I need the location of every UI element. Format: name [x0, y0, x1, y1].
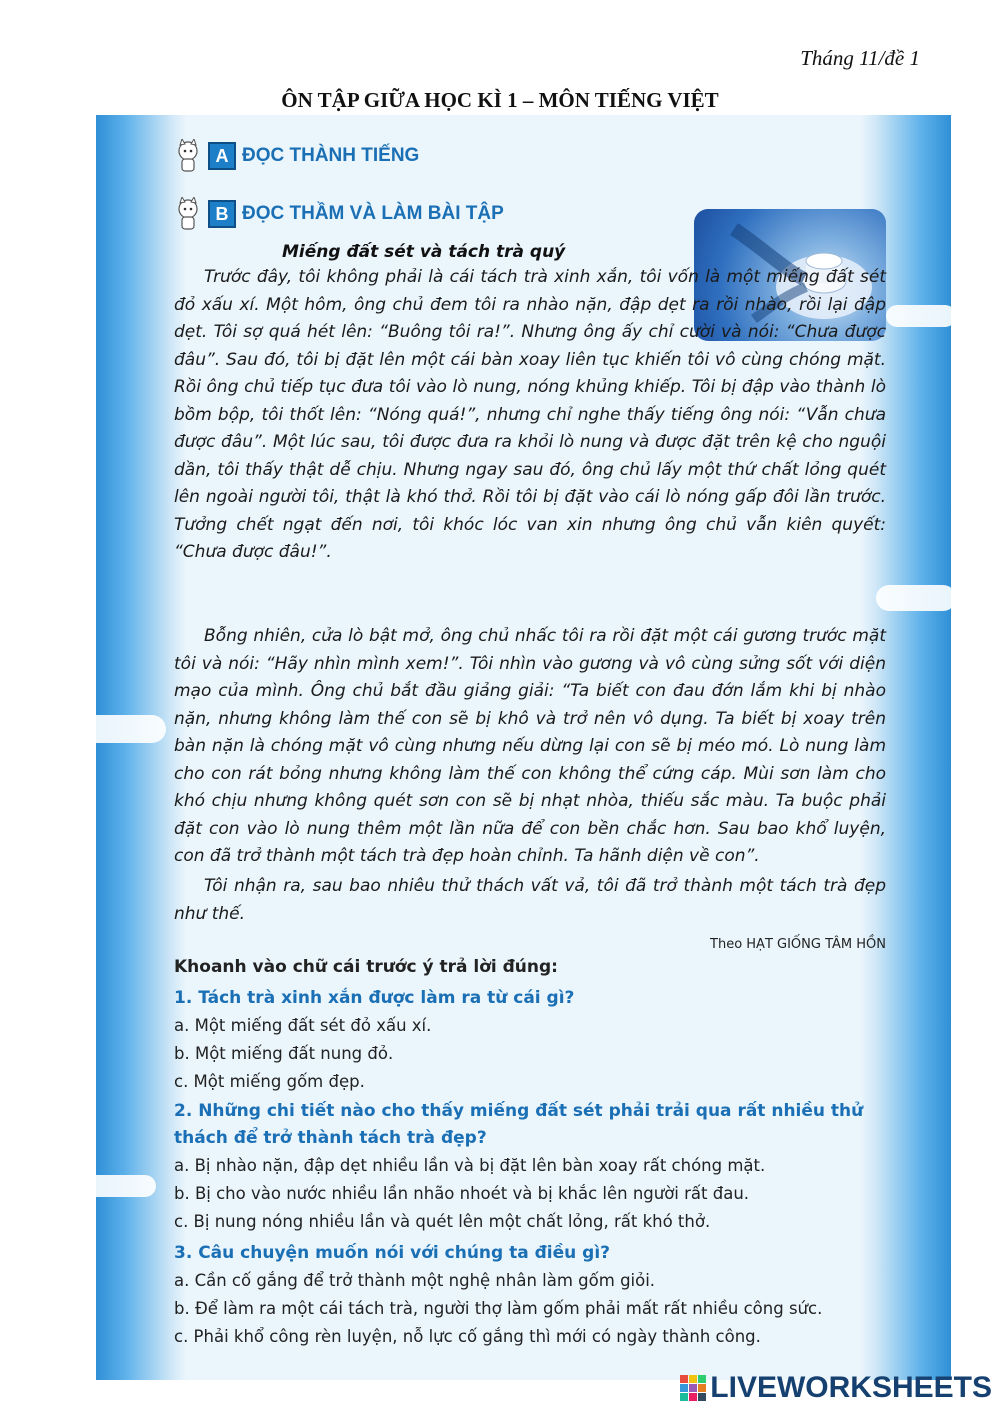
- question-1: 1. Tách trà xinh xắn được làm ra từ cái gì?: [174, 988, 575, 1008]
- option-2a[interactable]: a. Bị nhào nặn, đập dẹt nhiều lần và bị đặt lên bàn xoay rất chóng mặt.: [174, 1156, 766, 1175]
- story-title: Miếng đất sét và tách trà quý: [282, 242, 566, 262]
- cloud-decoration: [96, 1175, 156, 1197]
- story-paragraph: Tôi nhận ra, sau bao nhiêu thử thách vất vả, tôi đã trở thành một tách trà đẹp như thế.: [174, 876, 886, 924]
- option-1a[interactable]: a. Một miếng đất sét đỏ xấu xí.: [174, 1016, 432, 1035]
- cloud-decoration: [886, 305, 951, 327]
- option-2c[interactable]: c. Bị nung nóng nhiều lần và quét lên một chất lỏng, rất khó thở.: [174, 1212, 711, 1231]
- option-2b[interactable]: b. Bị cho vào nước nhiều lần nhão nhoét và bị khắc lên người rất đau.: [174, 1184, 750, 1203]
- question-3: 3. Câu chuyện muốn nói với chúng ta điều gì?: [174, 1243, 611, 1263]
- section-a-heading: [174, 139, 419, 173]
- liveworksheets-logo-icon: [680, 1375, 706, 1401]
- option-3a[interactable]: a. Cần cố gắng để trở thành một nghệ nhân làm gốm giỏi.: [174, 1271, 656, 1290]
- page-title: ÔN TẬP GIỮA HỌC KÌ 1 – MÔN TIẾNG VIỆT: [281, 88, 719, 112]
- question-2: 2. Những chi tiết nào cho thấy miếng đất sét phải trải qua rất nhiều thử thách để trở thành tách trà đẹp?: [174, 1101, 864, 1148]
- option-1c[interactable]: c. Một miếng gốm đẹp.: [174, 1072, 365, 1091]
- worksheet-page: [96, 115, 951, 1380]
- cat-mascot-icon: [174, 139, 202, 173]
- section-letter: B: [208, 200, 236, 228]
- section-title: ĐỌC THÀNH TIẾNG: [242, 145, 420, 166]
- story-paragraph: Trước đây, tôi không phải là cái tách trà xinh xắn, tôi vốn là một miếng đất sét đỏ xấu xí. Một hôm, ông chủ đem tôi ra nhào nặn, đập dẹt ra rồi nhào, rồi lại đập dẹt. Tôi sợ quá hét lên: “Buông tôi ra!”. Nhưng ông ấy chỉ cười và nói: “Chưa được đâu”. Sau đó, tôi bị đặt lên một cái bàn xoay liên tục khiến tôi vô cùng chóng mặt. Rồi ông chủ tiếp tục đưa tôi vào lò nung, nóng khủng khiếp. Tôi bị đập vào thành lò bồm bộp, tôi thốt lên: “Nóng quá!”, nhưng chỉ nghe thấy tiếng ông nói: “Vẫn chưa được đâu”. Một lúc sau, tôi được đưa ra khỏi lò nung và được đặt trên kệ cho nguội dần, tôi thấy thật dễ chịu. Nhưng ngay sau đó, ông chủ lấy một thứ chất lỏng quét lên ngoài người tôi, thật là khó thở. Rồi tôi bị đặt vào cái lò nóng gấp đôi lần trước. Tưởng chết ngạt đến nơi, tôi khóc lóc van xin nhưng ông chủ vẫn kiên quyết: “Chưa được đâu!”.: [174, 267, 886, 562]
- section-title: ĐỌC THẦM VÀ LÀM BÀI TẬP: [242, 203, 504, 224]
- option-1b[interactable]: b. Một miếng đất nung đỏ.: [174, 1044, 394, 1063]
- exercise-instruction: Khoanh vào chữ cái trước ý trả lời đúng:: [174, 957, 558, 977]
- cloud-decoration: [876, 585, 951, 611]
- source-credit: Theo HẠT GIỐNG TÂM HỒN: [710, 937, 886, 952]
- cat-mascot-icon: [174, 197, 202, 231]
- option-3c[interactable]: c. Phải khổ công rèn luyện, nỗ lực cố gắng thì mới có ngày thành công.: [174, 1327, 761, 1346]
- section-letter: A: [208, 142, 236, 170]
- section-b-heading: [174, 197, 504, 231]
- date-code: Tháng 11/đề 1: [800, 46, 920, 70]
- cloud-decoration: [96, 715, 166, 743]
- option-3b[interactable]: b. Để làm ra một cái tách trà, người thợ làm gốm phải mất rất nhiều công sức.: [174, 1299, 823, 1318]
- story-paragraph: Bỗng nhiên, cửa lò bật mở, ông chủ nhấc tôi ra rồi đặt một cái gương trước mặt tôi và nói: “Hãy nhìn mình xem!”. Tôi nhìn vào gương và vô cùng sửng sốt với diện mạo của mình. Ông chủ bắt đầu giảng giải: “Ta biết con đau đớn lắm khi bị nhào nặn, nhưng không làm thế con sẽ bị khô và trở nên vô dụng. Ta biết bị xoay trên bàn nặn là chóng mặt vô cùng nhưng nếu dừng lại con sẽ bị méo mó. Lò nung làm cho con rát bỏng nhưng không làm thế con không thể cứng cáp. Mùi sơn làm cho khó chịu nhưng không quét sơn con sẽ bị nhạt nhòa, thiếu sắc màu. Ta buộc phải đặt con vào lò nung thêm một lần nữa để con bền chắc hơn. Sau bao khổ luyện, con đã trở thành một tách trà đẹp hoàn chỉnh. Ta hãnh diện về con”.: [174, 626, 886, 866]
- liveworksheets-watermark: [680, 1371, 992, 1405]
- watermark-text: LIVEWORKSHEETS: [710, 1371, 992, 1404]
- worksheet-content: [174, 115, 886, 1380]
